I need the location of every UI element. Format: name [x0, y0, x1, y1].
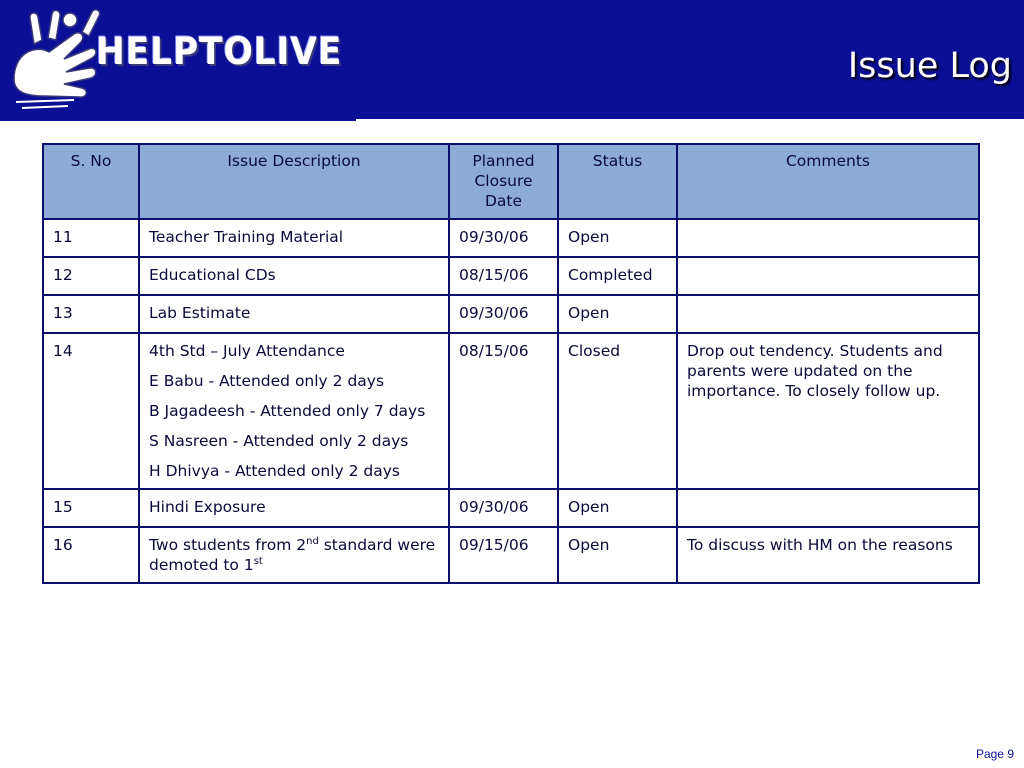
cell-status: Open	[558, 527, 677, 583]
table-row	[43, 295, 979, 333]
cell-date: 08/15/06	[449, 257, 558, 295]
cell-description	[139, 333, 449, 489]
cell-description	[139, 527, 449, 583]
superscript-nd: nd	[306, 535, 319, 547]
cell-status: Open	[558, 489, 677, 527]
cell-sno: 16	[43, 527, 139, 583]
cell-date: 09/15/06	[449, 527, 558, 583]
table-row	[43, 219, 979, 257]
cell-status: Open	[558, 295, 677, 333]
table-row	[43, 489, 979, 527]
cell-date: 08/15/06	[449, 333, 558, 489]
attendance-detail: B Jagadeesh - Attended only 7 days	[149, 402, 426, 420]
cell-description: Teacher Training Material	[139, 219, 449, 257]
cell-comments	[677, 295, 979, 333]
column-header-sno: S. No	[43, 144, 139, 219]
cell-status: Open	[558, 219, 677, 257]
cell-sno: 11	[43, 219, 139, 257]
cell-sno: 12	[43, 257, 139, 295]
cell-comments: Drop out tendency. Students and parents were updated on the importance. To closely follow up.	[677, 333, 979, 489]
cell-comments: To discuss with HM on the reasons	[677, 527, 979, 583]
table-row	[43, 333, 979, 489]
cell-status: Completed	[558, 257, 677, 295]
page-number: Page 9	[975, 747, 1014, 761]
column-header-comments: Comments	[677, 144, 979, 219]
column-header-description: Issue Description	[139, 144, 449, 219]
cell-comments	[677, 257, 979, 295]
cell-status: Closed	[558, 333, 677, 489]
logo-text: HELPTOLIVE	[96, 30, 343, 73]
superscript-st: st	[253, 555, 263, 567]
column-header-status: Status	[558, 144, 677, 219]
attendance-detail: S Nasreen - Attended only 2 days	[149, 432, 409, 450]
cell-date: 09/30/06	[449, 489, 558, 527]
issue-log-table	[42, 143, 980, 584]
column-header-planned-closure-date: Planned Closure Date	[449, 144, 558, 219]
attendance-detail: E Babu - Attended only 2 days	[149, 372, 385, 390]
cell-description: Lab Estimate	[139, 295, 449, 333]
table-row	[43, 527, 979, 583]
cell-date: 09/30/06	[449, 219, 558, 257]
description-text: Two students from 2	[149, 536, 307, 554]
cell-comments	[677, 219, 979, 257]
cell-description: Educational CDs	[139, 257, 449, 295]
header-banner	[0, 0, 1024, 119]
cell-sno: 13	[43, 295, 139, 333]
attendance-detail: H Dhivya - Attended only 2 days	[149, 462, 401, 480]
cell-sno: 14	[43, 333, 139, 489]
cell-description: Hindi Exposure	[139, 489, 449, 527]
cell-sno: 15	[43, 489, 139, 527]
description-title: 4th Std – July Attendance	[149, 342, 345, 360]
description-text: standard were demoted to 1	[149, 536, 436, 574]
table-row	[43, 257, 979, 295]
cell-date: 09/30/06	[449, 295, 558, 333]
page-title: Issue Log	[847, 46, 1012, 86]
table-header-row	[43, 144, 979, 219]
header-underline	[0, 119, 356, 121]
cell-comments	[677, 489, 979, 527]
